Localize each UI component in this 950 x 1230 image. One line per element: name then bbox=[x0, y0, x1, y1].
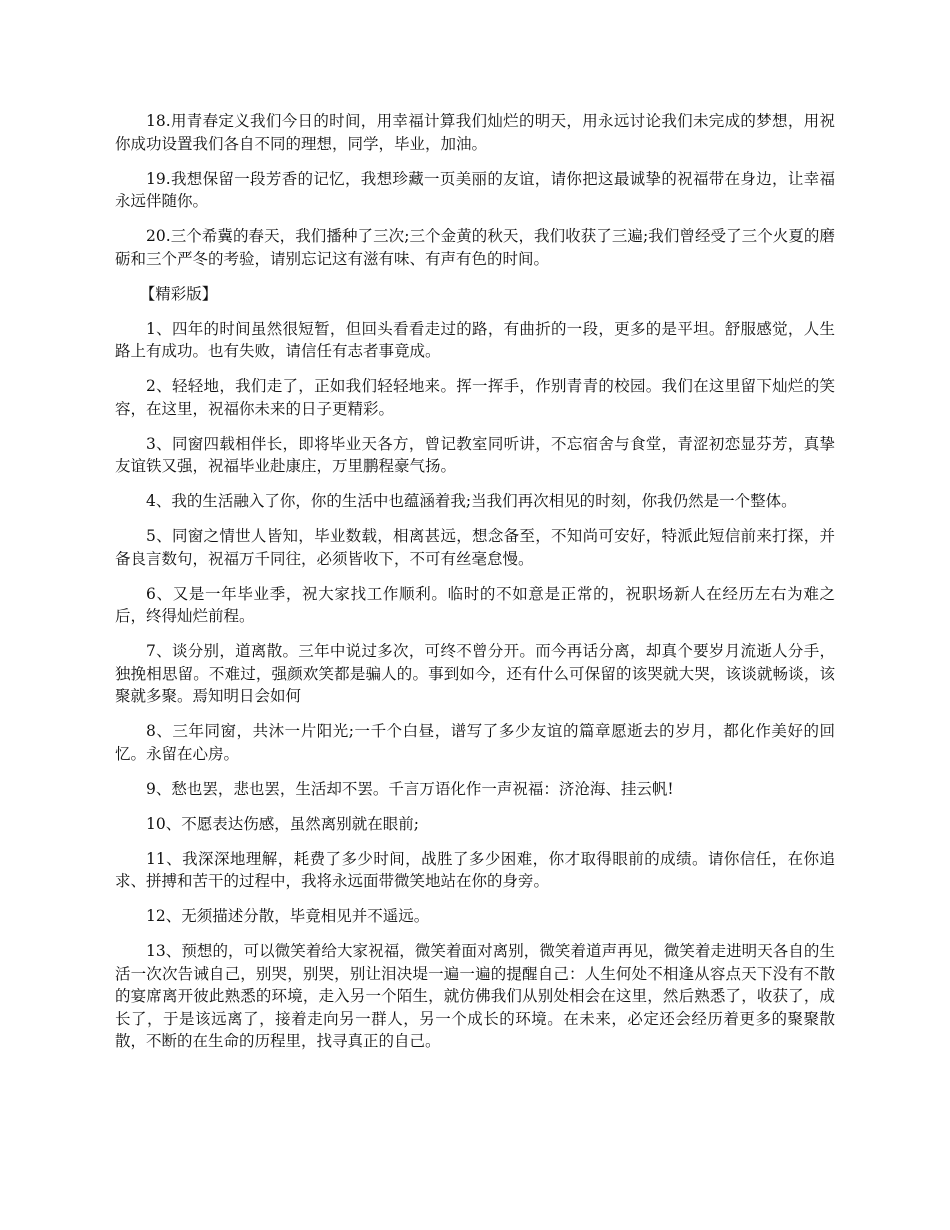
paragraph-2: 2、轻轻地，我们走了，正如我们轻轻地来。挥一挥手，作别青青的校园。我们在这里留下灿烂的笑容，在这里，祝福你未来的日子更精彩。 bbox=[115, 377, 835, 418]
section-heading: 【精彩版】 bbox=[139, 284, 218, 303]
paragraph-10: 10、不愿表达伤感，虽然离别就在眼前; bbox=[146, 814, 419, 833]
document-page bbox=[115, 110, 835, 1065]
paragraph-19: 19.我想保留一段芳香的记忆，我想珍藏一页美丽的友谊，请你把这最诚挚的祝福带在身边，让幸福永远伴随你。 bbox=[115, 169, 835, 210]
paragraph-4: 4、我的生活融入了你，你的生活中也蕴涵着我;当我们再次相见的时刻，你我仍然是一个整体。 bbox=[146, 492, 797, 510]
paragraph-11: 11、我深深地理解，耗费了多少时间，战胜了多少困难，你才取得眼前的成绩。请你信任，在你追求、拼搏和苦干的过程中，我将永远面带微笑地站在你的身旁。 bbox=[115, 849, 835, 890]
paragraph-5: 5、同窗之情世人皆知，毕业数载，相离甚远，想念备至，不知尚可安好，特派此短信前来打探，并备良言数句，祝福万千同往，必须皆收下，不可有丝毫怠慢。 bbox=[115, 527, 835, 568]
paragraph-12: 12、无须描述分散，毕竟相见并不遥远。 bbox=[146, 907, 430, 925]
paragraph-9: 9、愁也罢，悲也罢，生活却不罢。千言万语化作一声祝福：济沧海、挂云帆! bbox=[146, 779, 674, 798]
paragraph-13: 13、预想的，可以微笑着给大家祝福，微笑着面对离别，微笑着道声再见，微笑着走进明天各自的生活一次次告诫自己，别哭，别哭，别让泪决堤一遍一遍的提醒自己：人生何处不相逢从容点天下没有不散的宴席离开彼此熟悉的环境，走入另一个陌生，就仿佛我们从别处相会在这里，然后熟悉了，收获了，成长了，于是该远离了，接着走向另一群人，另一个成长的环境。在未来，必定还会经历着更多的聚聚散散，不断的在生命的历程里，找寻真正的自己。 bbox=[115, 942, 835, 1050]
paragraph-3: 3、同窗四载相伴长，即将毕业天各方，曾记教室同听讲，不忘宿舍与食堂，青涩初恋显芬芳，真挚友谊铁又强，祝福毕业赴康庄，万里鹏程豪气扬。 bbox=[115, 434, 835, 475]
paragraph-6: 6、又是一年毕业季，祝大家找工作顺利。临时的不如意是正常的，祝职场新人在经历左右为难之后，终得灿烂前程。 bbox=[115, 584, 835, 625]
paragraph-8: 8、三年同窗，共沐一片阳光;一千个白昼，谱写了多少友谊的篇章愿逝去的岁月，都化作美好的回忆。永留在心房。 bbox=[115, 722, 835, 763]
paragraph-7: 7、谈分别，道离散。三年中说过多次，可终不曾分开。而今再话分离，却真个要岁月流逝人分手，独挽相思留。不难过，强颜欢笑都是骗人的。事到如今，还有什么可保留的该哭就大哭，该谈就畅谈，该聚就多聚。焉知明日会如何 bbox=[115, 642, 835, 705]
paragraph-20: 20.三个希冀的春天，我们播种了三次;三个金黄的秋天，我们收获了三遍;我们曾经受了三个火夏的磨砺和三个严冬的考验，请别忘记这有滋有味、有声有色的时间。 bbox=[115, 227, 835, 268]
paragraph-1: 1、四年的时间虽然很短暂，但回头看看走过的路，有曲折的一段，更多的是平坦。舒服感觉，人生路上有成功。也有失败，请信任有志者事竟成。 bbox=[115, 319, 835, 360]
paragraph-18: 18.用青春定义我们今日的时间，用幸福计算我们灿烂的明天，用永远讨论我们未完成的梦想，用祝你成功设置我们各自不同的理想，同学，毕业，加油。 bbox=[115, 112, 835, 153]
